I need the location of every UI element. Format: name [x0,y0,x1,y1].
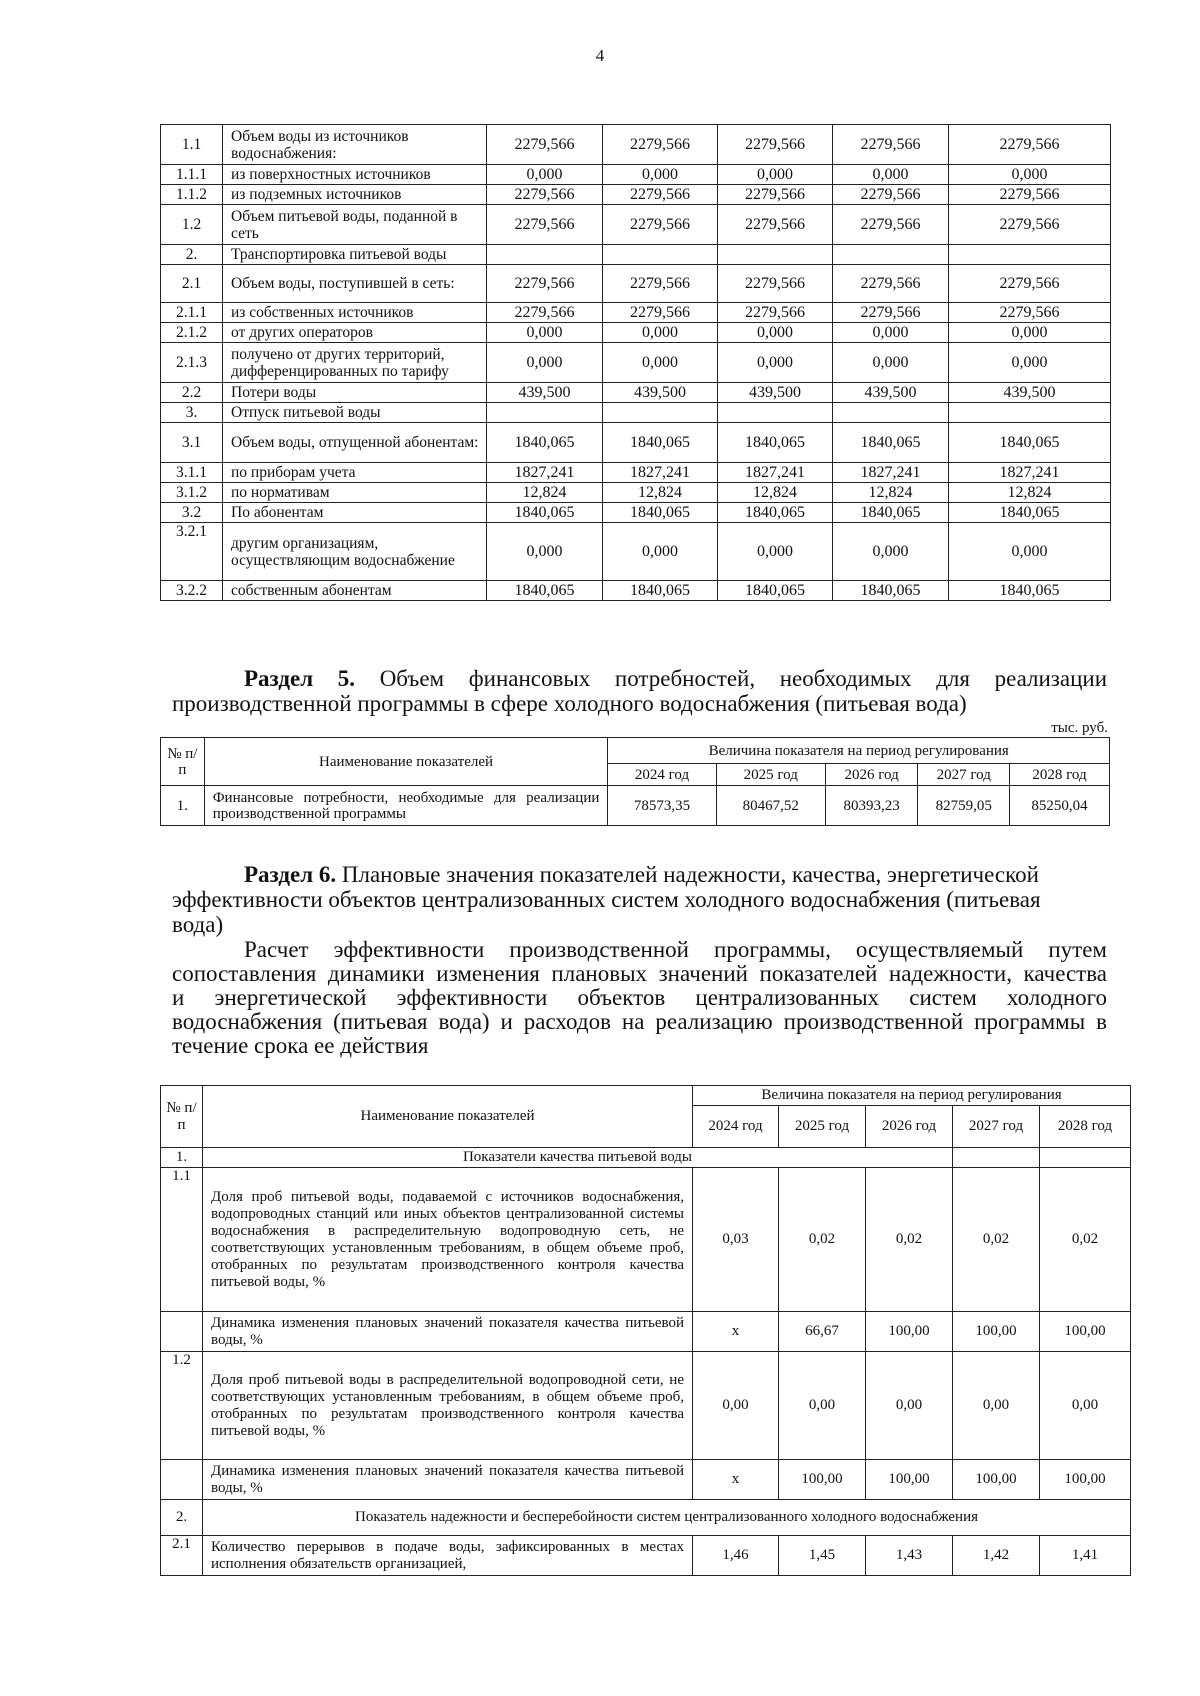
row-value: 439,500 [487,383,603,403]
t3-row-num: 1.1 [161,1168,203,1312]
row-value [487,403,603,423]
row-number: 2.1.2 [161,323,223,343]
table-row [161,403,1111,423]
row-value: 0,000 [718,523,833,581]
t3-row-value: 66,67 [779,1312,866,1352]
t3-row-num: 1.2 [161,1352,203,1460]
row-value: 2279,566 [949,303,1111,323]
row-value: 1840,065 [949,503,1111,523]
row-value: 1840,065 [487,503,603,523]
row-value: 0,000 [487,323,603,343]
t3-row-value: 1,45 [779,1536,866,1576]
row-value: 0,000 [949,165,1111,185]
table-row [161,323,1111,343]
t2-row-value: 78573,35 [608,786,716,826]
row-value: 0,000 [949,343,1111,383]
t3-row-value: 1,43 [866,1536,953,1576]
row-value: 2279,566 [833,125,949,165]
t3-row-num [161,1312,203,1352]
row-value: 1840,065 [833,423,949,463]
row-label: Транспортировка питьевой воды [223,245,487,265]
row-value: 1827,241 [603,463,718,483]
row-value: 2279,566 [603,303,718,323]
row-value: 1840,065 [949,581,1111,601]
row-value: 1840,065 [949,423,1111,463]
row-value: 439,500 [949,383,1111,403]
row-value: 2279,566 [833,265,949,303]
row-value: 1827,241 [833,463,949,483]
row-value: 1840,065 [603,423,718,463]
t2-row-value: 85250,04 [1010,786,1110,826]
row-label: Объем воды, поступившей в сеть: [223,265,487,303]
t3-group-num: 1. [161,1148,203,1168]
t2-row-value: 80393,23 [825,786,918,826]
t3-row-value: 0,03 [693,1168,779,1312]
row-value: 1840,065 [603,581,718,601]
t3-group-label: Показатели качества питьевой воды [203,1148,953,1168]
row-value: 2279,566 [603,185,718,205]
t3-year-header: 2026 год [866,1106,953,1148]
page-number: 4 [595,46,605,65]
row-number: 2.1.1 [161,303,223,323]
row-number: 3.1 [161,423,223,463]
t3-row-num [161,1460,203,1500]
row-value: 0,000 [718,343,833,383]
t3-row-value: 0,00 [693,1352,779,1460]
row-label: от других операторов [223,323,487,343]
t3-year-header: 2028 год [1040,1106,1131,1148]
row-number: 3.2 [161,503,223,523]
row-value: 1827,241 [949,463,1111,483]
row-number: 2.2 [161,383,223,403]
row-value: 0,000 [603,523,718,581]
table-row [161,245,1111,265]
row-value: 439,500 [833,383,949,403]
row-number: 3.2.1 [161,523,223,581]
row-value: 2279,566 [949,205,1111,245]
row-number: 3.2.2 [161,581,223,601]
t3-row-value: 100,00 [1040,1312,1131,1352]
row-value: 0,000 [487,165,603,185]
row-label: из собственных источников [223,303,487,323]
efficiency-paragraph [172,938,1107,1058]
row-value: 2279,566 [833,303,949,323]
row-value: 439,500 [603,383,718,403]
t2-row-num: 1. [161,786,205,826]
table-row [161,523,1111,581]
t3-group-num: 2. [161,1500,203,1536]
table-row [161,265,1111,303]
t3-row-value: 0,02 [866,1168,953,1312]
t3-row-value: 100,00 [953,1312,1040,1352]
row-label: по приборам учета [223,463,487,483]
row-label: Отпуск питьевой воды [223,403,487,423]
t3-row-value: 0,00 [866,1352,953,1460]
row-value: 0,000 [833,323,949,343]
t3-row-label: Динамика изменения плановых значений показателя качества питьевой воды, % [203,1312,693,1352]
row-label: получено от других территорий, дифференцированных по тарифу [223,343,487,383]
row-value: 2279,566 [718,125,833,165]
row-number: 2.1 [161,265,223,303]
row-label: Потери воды [223,383,487,403]
row-value [718,245,833,265]
row-number: 2. [161,245,223,265]
row-number: 3. [161,403,223,423]
row-value: 0,000 [833,523,949,581]
t3-group-label: Показатель надежности и бесперебойности систем централизованного холодного водоснабжения [203,1500,1131,1536]
t3-row-value: 100,00 [866,1312,953,1352]
t3-row-value: х [693,1312,779,1352]
table-row [161,581,1111,601]
t3-row-value: х [693,1460,779,1500]
t3-row-value: 100,00 [1040,1460,1131,1500]
section6-label: Раздел 6. [244,862,337,887]
t3-col-name-header: Наименование показателей [203,1086,693,1148]
t2-row-label: Финансовые потребности, необходимые для реализации производственной программы [204,786,608,826]
table-row [161,463,1111,483]
row-value: 12,824 [833,483,949,503]
row-label: Объем воды из источников водоснабжения: [223,125,487,165]
t2-col-period-header: Величина показателя на период регулирования [608,738,1110,764]
t3-year-header: 2024 год [693,1106,779,1148]
row-value: 2279,566 [833,205,949,245]
row-number: 1.1 [161,125,223,165]
row-value: 0,000 [833,343,949,383]
row-label: другим организациям, осуществляющим водоснабжение [223,523,487,581]
row-value: 2279,566 [718,303,833,323]
table-row [161,483,1111,503]
row-value: 0,000 [603,165,718,185]
row-value: 0,000 [487,523,603,581]
section5-heading [172,666,1107,716]
row-value: 2279,566 [487,303,603,323]
t3-empty-cell [1040,1148,1131,1168]
row-value: 1840,065 [833,581,949,601]
table-row [161,303,1111,323]
row-value: 12,824 [949,483,1111,503]
row-value: 1840,065 [487,581,603,601]
row-value: 0,000 [718,165,833,185]
t3-row-label: Количество перерывов в подаче воды, зафиксированных в местах исполнения обязательств организацией, [203,1536,693,1576]
t2-year-header: 2027 год [918,764,1010,786]
table-row [161,165,1111,185]
row-label: из подземных источников [223,185,487,205]
section6-title-line1: Плановые значения показателей надежности, качества, энергетической [341,862,1039,887]
row-value [833,245,949,265]
t2-col-name-header: Наименование показателей [204,738,608,786]
t3-row-value: 1,41 [1040,1536,1131,1576]
row-label: По абонентам [223,503,487,523]
t2-year-header: 2026 год [825,764,918,786]
row-number: 3.1.1 [161,463,223,483]
para-line: течение срока ее действия [172,1033,429,1058]
table-row [161,383,1111,403]
section5-title-line1: Объем финансовых потребностей, необходимых для реализации [379,666,1108,691]
row-label: собственным абонентам [223,581,487,601]
row-value [718,403,833,423]
t2-year-header: 2028 год [1010,764,1110,786]
unit-label: тыс. руб. [1051,720,1108,736]
row-value: 1840,065 [833,503,949,523]
section6-title-line3: вода) [172,912,224,937]
para-line: Расчет эффективности производственной программы, осуществляемый путем [244,937,1107,962]
t3-row-value: 1,46 [693,1536,779,1576]
t3-row-value: 0,02 [953,1168,1040,1312]
financial-needs-table [160,737,1110,826]
t3-year-header: 2027 год [953,1106,1040,1148]
row-value: 1840,065 [718,423,833,463]
table-row [161,125,1111,165]
para-line: и энергетической эффективности объектов централизованных систем холодного [172,985,1107,1010]
row-label: Объем питьевой воды, поданной в сеть [223,205,487,245]
row-value: 2279,566 [603,125,718,165]
t3-row-value: 0,00 [779,1352,866,1460]
row-value: 0,000 [949,323,1111,343]
t3-row-label: Доля проб питьевой воды в распределительной водопроводной сети, не соответствующих установленным требованиям, в общем объеме проб, отобранных по результатам производственного контроля качества питьевой воды, % [203,1352,693,1460]
table-row [161,205,1111,245]
table-row [161,503,1111,523]
t3-row-num: 2.1 [161,1536,203,1576]
row-value: 2279,566 [949,185,1111,205]
row-value: 439,500 [718,383,833,403]
t2-row-value: 80467,52 [716,786,825,826]
t3-row-value: 0,00 [953,1352,1040,1460]
indicators-table [160,1085,1131,1576]
t3-row-label: Доля проб питьевой воды, подаваемой с источников водоснабжения, водопроводных станций или иных объектов централизованной системы водоснабжения в распределительную водопроводную сеть, не соответствующих установленным требованиям, в общем объеме проб, отобранных по результатам производственного контроля качества питьевой воды, % [203,1168,693,1312]
row-value: 1840,065 [718,581,833,601]
row-value: 2279,566 [487,265,603,303]
row-value: 0,000 [718,323,833,343]
row-value: 1840,065 [487,423,603,463]
row-number: 2.1.3 [161,343,223,383]
row-label: из поверхностных источников [223,165,487,185]
row-value: 2279,566 [718,265,833,303]
row-value: 2279,566 [603,265,718,303]
t3-year-header: 2025 год [779,1106,866,1148]
table-row [161,185,1111,205]
row-value: 2279,566 [487,185,603,205]
t3-row-value: 0,02 [779,1168,866,1312]
row-value: 0,000 [603,323,718,343]
t2-col-num-header: № п/п [161,738,205,786]
t3-row-value: 100,00 [866,1460,953,1500]
t3-row-value: 100,00 [953,1460,1040,1500]
section5-title-line2: производственной программы в сфере холодного водоснабжения (питьевая вода) [172,691,967,716]
row-value [603,403,718,423]
row-value: 12,824 [718,483,833,503]
t3-row-label: Динамика изменения плановых значений показателя качества питьевой воды, % [203,1460,693,1500]
t3-row-value: 0,02 [1040,1168,1131,1312]
row-value: 2279,566 [718,205,833,245]
t3-col-num-header: № п/п [161,1086,203,1148]
row-number: 3.1.2 [161,483,223,503]
t3-row-value: 1,42 [953,1536,1040,1576]
row-value: 2279,566 [487,125,603,165]
row-number: 1.2 [161,205,223,245]
table-row [161,423,1111,463]
row-value [603,245,718,265]
row-value: 1827,241 [718,463,833,483]
row-value: 2279,566 [487,205,603,245]
row-number: 1.1.1 [161,165,223,185]
row-label: по нормативам [223,483,487,503]
row-value: 0,000 [833,165,949,185]
t3-col-period-header: Величина показателя на период регулирования [693,1086,1131,1106]
row-value: 2279,566 [718,185,833,205]
water-volume-table [160,124,1111,601]
t3-empty-cell [953,1148,1040,1168]
t2-year-header: 2025 год [716,764,825,786]
section6-title-line2: эффективности объектов централизованных систем холодного водоснабжения (питьевая [172,887,1041,912]
row-value: 12,824 [603,483,718,503]
row-value: 1827,241 [487,463,603,483]
para-line: сопоставления динамики изменения плановых значений показателей надежности, качества [172,961,1107,986]
row-value [833,403,949,423]
row-value: 0,000 [487,343,603,383]
row-value: 1840,065 [603,503,718,523]
row-value [487,245,603,265]
section6-heading [172,862,1107,937]
row-number: 1.1.2 [161,185,223,205]
section5-label: Раздел 5. [244,666,356,691]
table-row [161,343,1111,383]
para-line: водоснабжения (питьевая вода) и расходов на реализацию производственной программы в [172,1009,1107,1034]
row-value: 0,000 [603,343,718,383]
t3-row-value: 0,00 [1040,1352,1131,1460]
row-value: 2279,566 [833,185,949,205]
row-value [949,245,1111,265]
row-value: 2279,566 [603,205,718,245]
row-label: Объем воды, отпущенной абонентам: [223,423,487,463]
t3-row-value: 100,00 [779,1460,866,1500]
row-value: 12,824 [487,483,603,503]
row-value [949,403,1111,423]
row-value: 2279,566 [949,125,1111,165]
t2-year-header: 2024 год [608,764,716,786]
row-value: 1840,065 [718,503,833,523]
row-value: 2279,566 [949,265,1111,303]
t2-row-value: 82759,05 [918,786,1010,826]
row-value: 0,000 [949,523,1111,581]
